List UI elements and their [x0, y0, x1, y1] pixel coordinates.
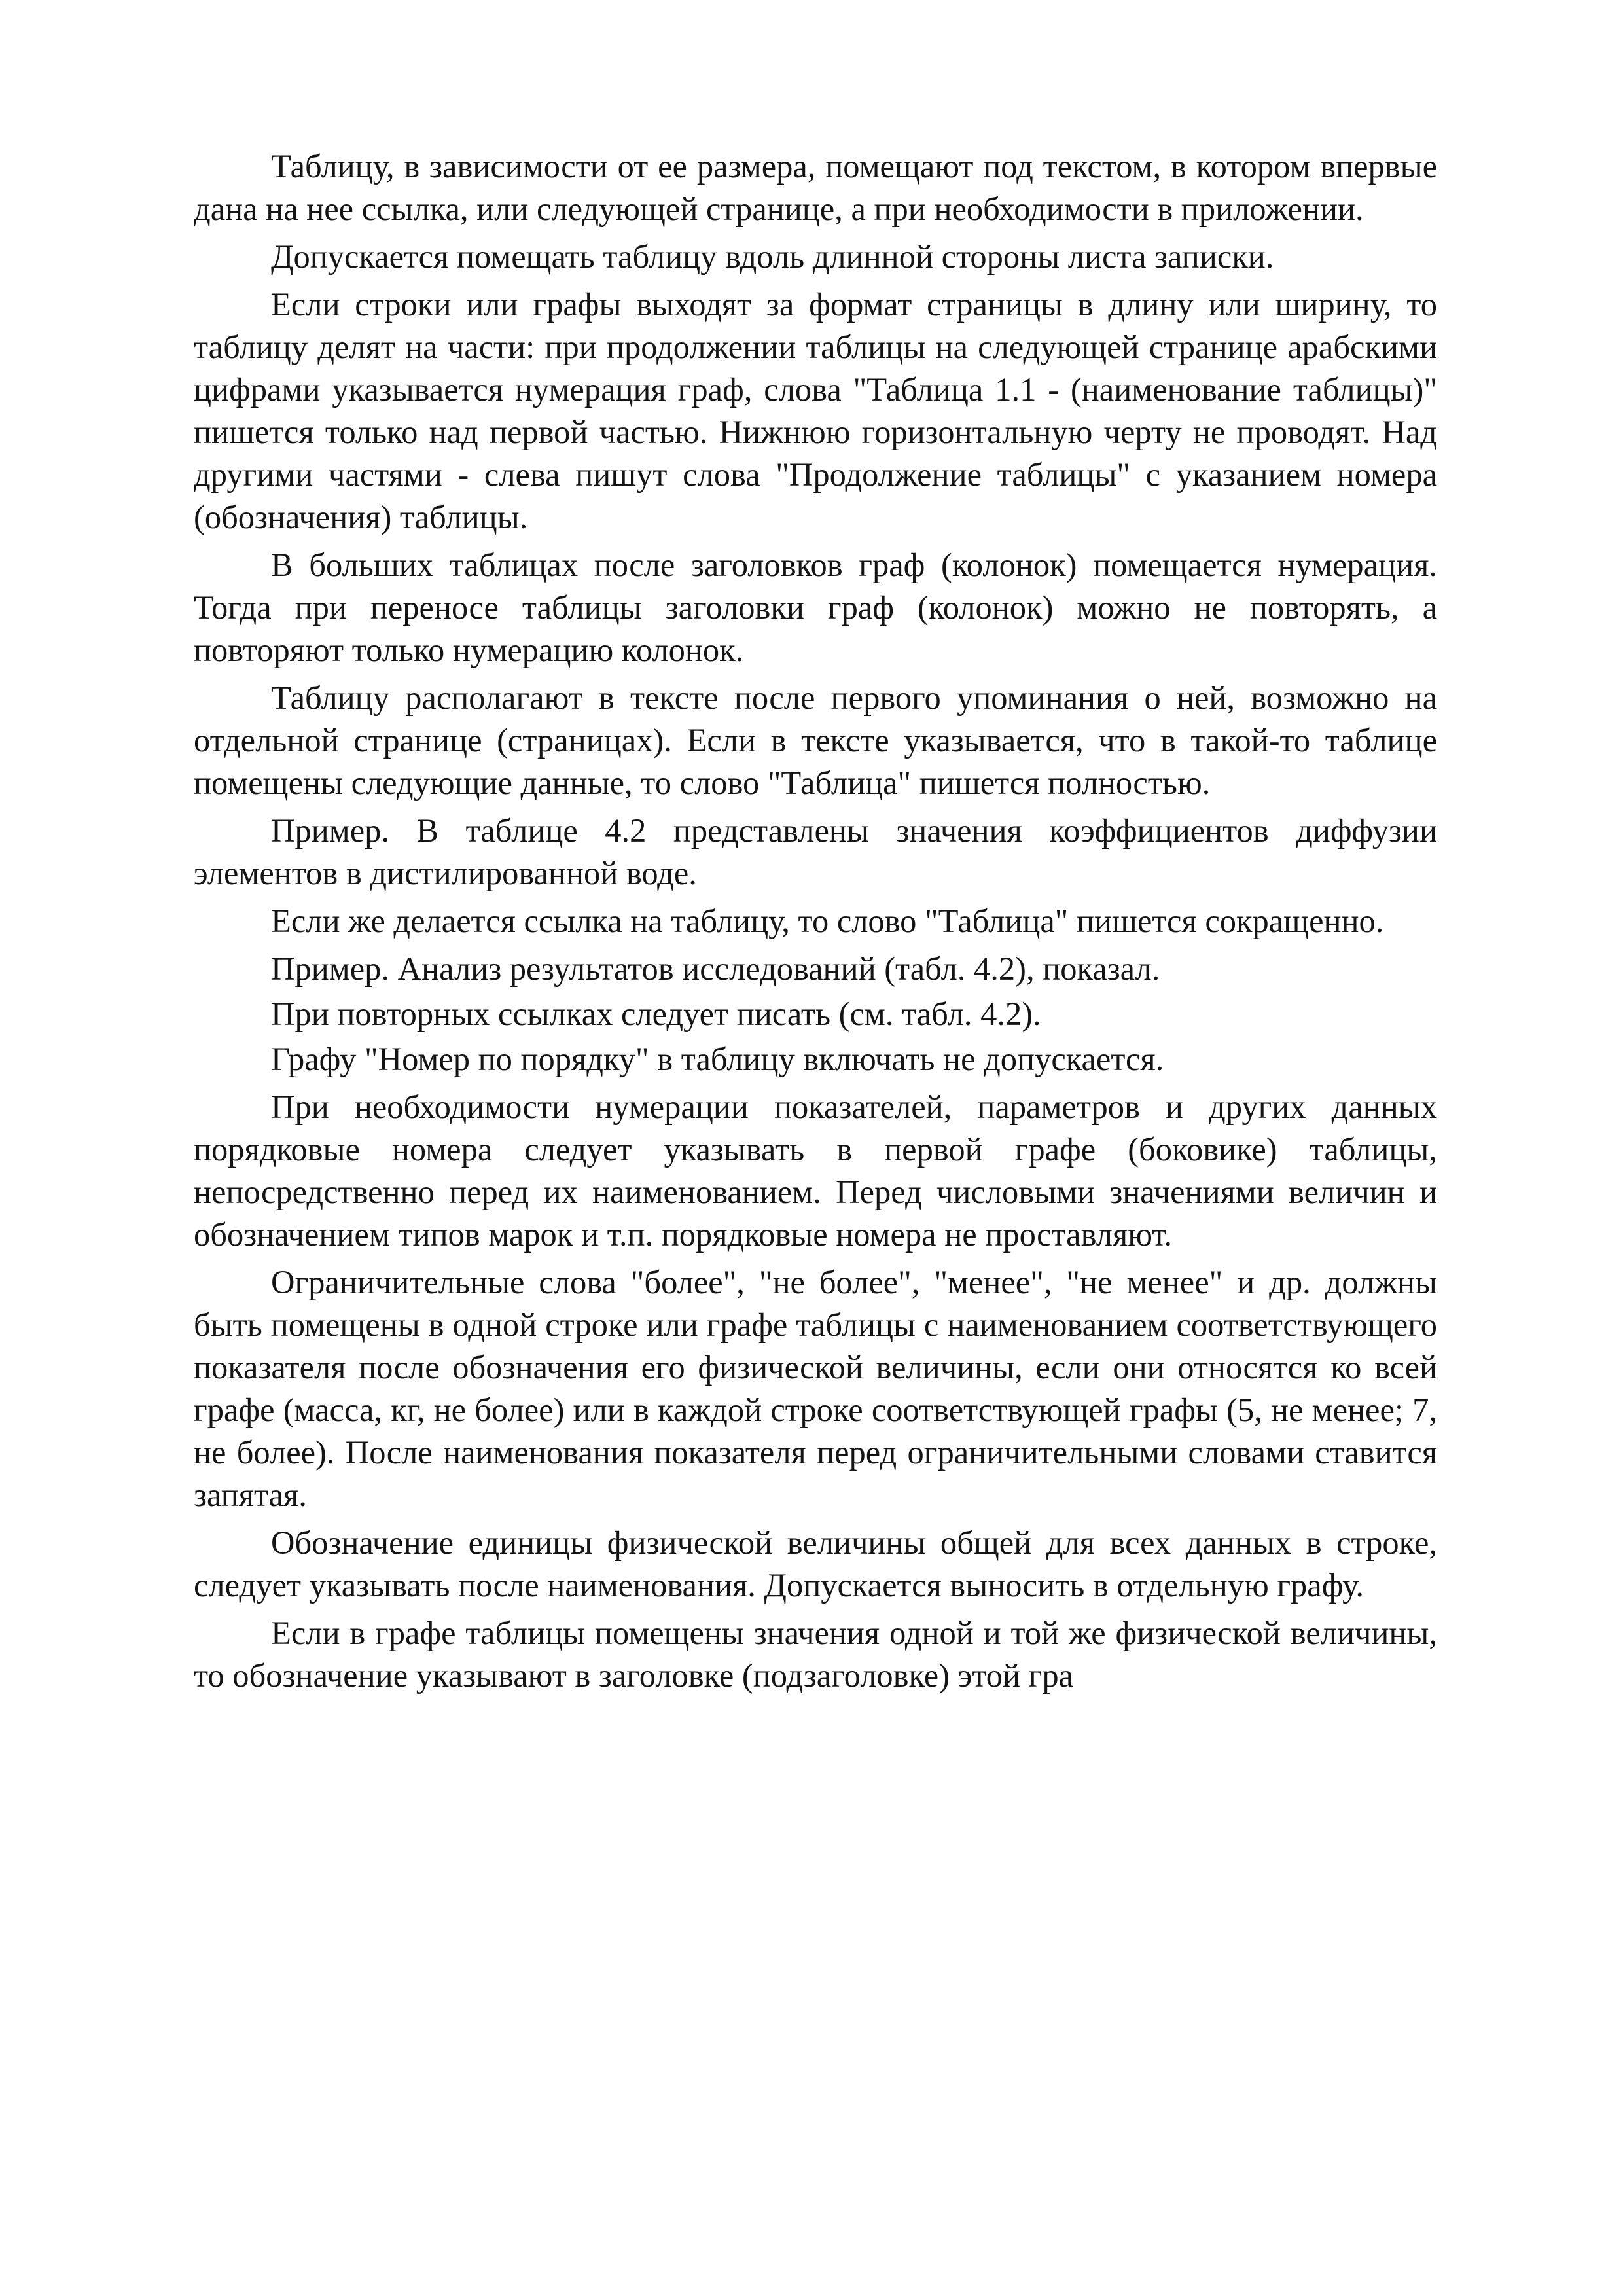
paragraph-column-numbering: В больших таблицах после заголовков граф (колонок) помещается нумерация. Тогда при переносе таблицы заголовки граф (колонок) можно не повторять, а повторяют только нумерацию колонок.: [194, 547, 1437, 668]
paragraph-unit-designation-row: Обозначение единицы физической величины общей для всех данных в строке, следует указывать после наименования. Допускается выносить в отдельную графу.: [194, 1524, 1437, 1604]
paragraph-example-table-4-2: Пример. В таблице 4.2 представлены значения коэффициентов диффузии элементов в дистилированной воде.: [194, 812, 1437, 891]
paragraph-table-location: Таблицу располагают в тексте после первого упоминания о ней, возможно на отдельной странице (страницах). Если в тексте указывается, что в такой-то таблице помещены следующие данные, то слово "Таблица" пишется полностью.: [194, 679, 1437, 801]
paragraph-unit-designation-column: Если в графе таблицы помещены значения одной и той же физической величины, то обозначение указывают в заголовке (подзаголовке) этой гра: [194, 1615, 1437, 1694]
paragraph-limiting-words: Ограничительные слова "более", "не более", "менее", "не менее" и др. должны быть помещены в одной строке или графе таблицы с наименованием соответствующего показателя после обозначения его физической величины, если они относятся ко всей графе (масса, кг, не более) или в каждой строке соответствующей графы (5, не менее; 7, не более). После наименования показателя перед ограничительными словами ставится запятая.: [194, 1264, 1437, 1513]
document-page: [194, 145, 1437, 1702]
paragraph-abbreviated-reference: Если же делается ссылка на таблицу, то слово "Таблица" пишется сокращенно.: [271, 903, 1384, 939]
paragraph-table-placement: Таблицу, в зависимости от ее размера, помещают под текстом, в котором впервые дана на нее ссылка, или следующей странице, а при необходимости в приложении.: [194, 148, 1437, 227]
paragraph-sequence-number-column: Графу "Номер по порядку" в таблицу включать не допускается.: [271, 1041, 1164, 1077]
paragraph-repeat-references: При повторных ссылках следует писать (см. табл. 4.2).: [271, 996, 1041, 1032]
paragraph-indicator-numbering: При необходимости нумерации показателей, параметров и других данных порядковые номера следует указывать в первой графе (боковике) таблицы, непосредственно перед их наименованием. Перед числовыми значениями величин и обозначением типов марок и т.п. порядковые номера не проставляют.: [194, 1088, 1437, 1253]
paragraph-table-along-long-side: Допускается помещать таблицу вдоль длинной стороны листа записки.: [271, 238, 1274, 275]
paragraph-example-analysis: Пример. Анализ результатов исследований (табл. 4.2), показал.: [271, 950, 1160, 987]
paragraph-table-split-parts: Если строки или графы выходят за формат страницы в длину или ширину, то таблицу делят на части: при продолжении таблицы на следующей странице арабскими цифрами указывается нумерация граф, слова "Таблица 1.1 - (наименование таблицы)" пишется только над первой частью. Нижнюю горизонтальную черту не проводят. Над другими частями - слева пишут слова "Продолжение таблицы" с указанием номера (обозначения) таблицы.: [194, 286, 1437, 535]
